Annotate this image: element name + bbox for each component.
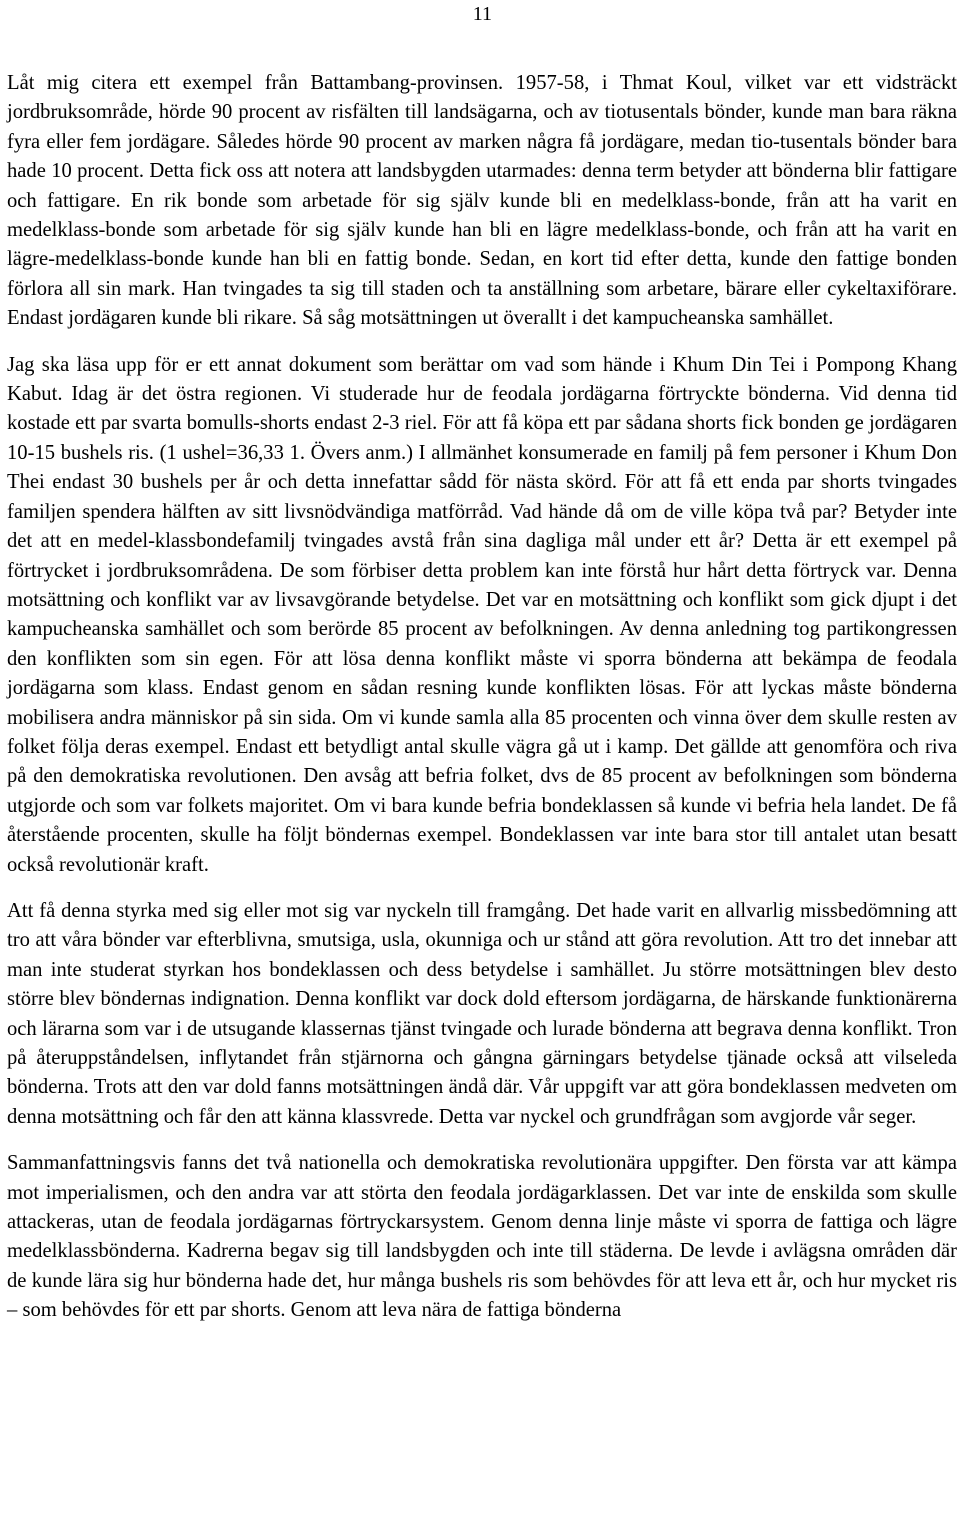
body-text <box>7 69 957 1343</box>
paragraph-1: Låt mig citera ett exempel från Battambang-provinsen. 1957-58, i Thmat Koul, vilket var ett vidsträckt jordbruksområde, hörde 90 procent av risfälten till landsägarna, och av tiotusentals bönder, kunde man bara räkna fyra eller fem jordägare. Således hörde 90 procent av marken några få jordägare, medan tio-tusentals bönder bara hade 10 procent. Detta fick oss att notera att landsbygden utarmades: denna term betyder att bönderna blir fattigare och fattigare. En rik bonde som arbetade för sig själv kunde bli en medelklass-bonde, från att ha varit en medelklass-bonde som arbetade för sig själv kunde han bli en lägre medelklass-bonde, och från att ha varit en lägre-medelklass-bonde kunde han bli en fattig bonde. Sedan, en kort tid efter detta, kunde den fattige bonden förlora all sin mark. Han tvingades ta sig till staden och ta anställning som arbetare, bärare eller cykeltaxiförare. Endast jordägaren kunde bli rikare. Så såg motsättningen ut överallt i det kampucheanska samhället. <box>7 72 957 330</box>
paragraph-2: Jag ska läsa upp för er ett annat dokument som berättar om vad som hände i Khum Din Tei i Pompong Khang Kabut. Idag är det östra regionen. Vi studerade hur de feodala jordägarna förtryckte bönderna. Vid denna tid kostade ett par svarta bomulls-shorts endast 2-3 riel. För att få köpa ett par sådana shorts fick bonden ge jordägaren 10-15 bushels ris. (1 ushel=36,33 1. Övers anm.) I allmänhet konsumerade en familj på fem personer i Khum Don Thei endast 30 bushels per år och detta innefattar sådd för nästa skörd. För att få ett enda par shorts tvingades familjen spendera hälften av sitt livsnödvändiga matförråd. Vad hände då om de ville köpa två par? Betyder inte det att en medel-klassbondefamilj tvingades avstå från sina dagliga mål under ett år? Detta är ett exempel på förtrycket i jordbruksområdena. De som förbiser detta problem kan inte förstå hur hårt detta förtryck var. Denna motsättning och konflikt var av livsavgörande betydelse. Det var en motsättning och konflikt som gick djupt i det kampucheanska samhället och som berörde 85 procent av befolkningen. Av denna anledning tog partikongressen den konflikten som sin egen. För att lösa denna konflikt måste vi sporra bönderna att bekämpa de feodala jordägarna som klass. Endast genom en sådan resning kunde konflikten lösas. För att lyckas måste bönderna mobilisera andra människor på sin sida. Om vi kunde samla alla 85 procenten och vinna över dem skulle resten av folket följa deras exempel. Endast ett betydligt antal skulle vägra gå ut i kamp. Det gällde att genomföra och riva på den demokratiska revolutionen. Den avsåg att befria folket, dvs de 85 procent av befolkningen som bönderna utgjorde och som var folkets majoritet. Om vi bara kunde befria bondeklassen så kunde vi befria hela landet. De få återstående procenten, skulle ha följt böndernas exempel. Bondeklassen var inte bara stor till antalet utan besatt också revolutionär kraft. <box>7 353 957 876</box>
paragraph-4: Sammanfattningsvis fanns det två nationella och demokratiska revolutionära uppgifter. Den första var att kämpa mot imperialismen, och den andra var att störta den feodala jordägarklassen. Det var inte de enskilda som skulle attackeras, utan de feodala jordägarnas förtryckarsystem. Genom denna linje måste vi sporra de fattiga och lägre medelklassbönderna. Kadrerna begav sig till landsbygden och inte till städerna. De levde i avlägsna områden där de kunde lära sig hur bönderna hade det, hur många bushels ris som behövdes för att leva ett år, och hur mycket ris – som behövdes för ett par shorts. Genom att leva nära de fattiga bönderna <box>7 1152 957 1322</box>
page-number: 11 <box>472 3 492 25</box>
paragraph-3: Att få denna styrka med sig eller mot sig var nyckeln till framgång. Det hade varit en allvarlig missbedömning att tro att våra bönder var efterblivna, smutsiga, usla, okunniga och ur stånd att göra revolution. Att tro det innebar att man inte studerat styrkan hos bondeklassen och dess betydelse i samhället. Ju större motsättningen blev desto större blev böndernas indignation. Denna konflikt var dock dold eftersom jordägarna, de härskande funktionärerna och lärarna som var i de utsugande klassernas tjänst tvingade och lurade bönderna att begrava denna konflikt. Tron på återuppståndelsen, inflytandet från stjärnorna och gångna gärningars betydelse tjänade också att vilseleda bönderna. Trots att den var dold fanns motsättningen ändå där. Vår uppgift var att göra bondeklassen medveten om denna motsättning och får den att känna klassvrede. Detta var nyckel och grundfrågan som avgjorde vår seger. <box>7 899 957 1128</box>
